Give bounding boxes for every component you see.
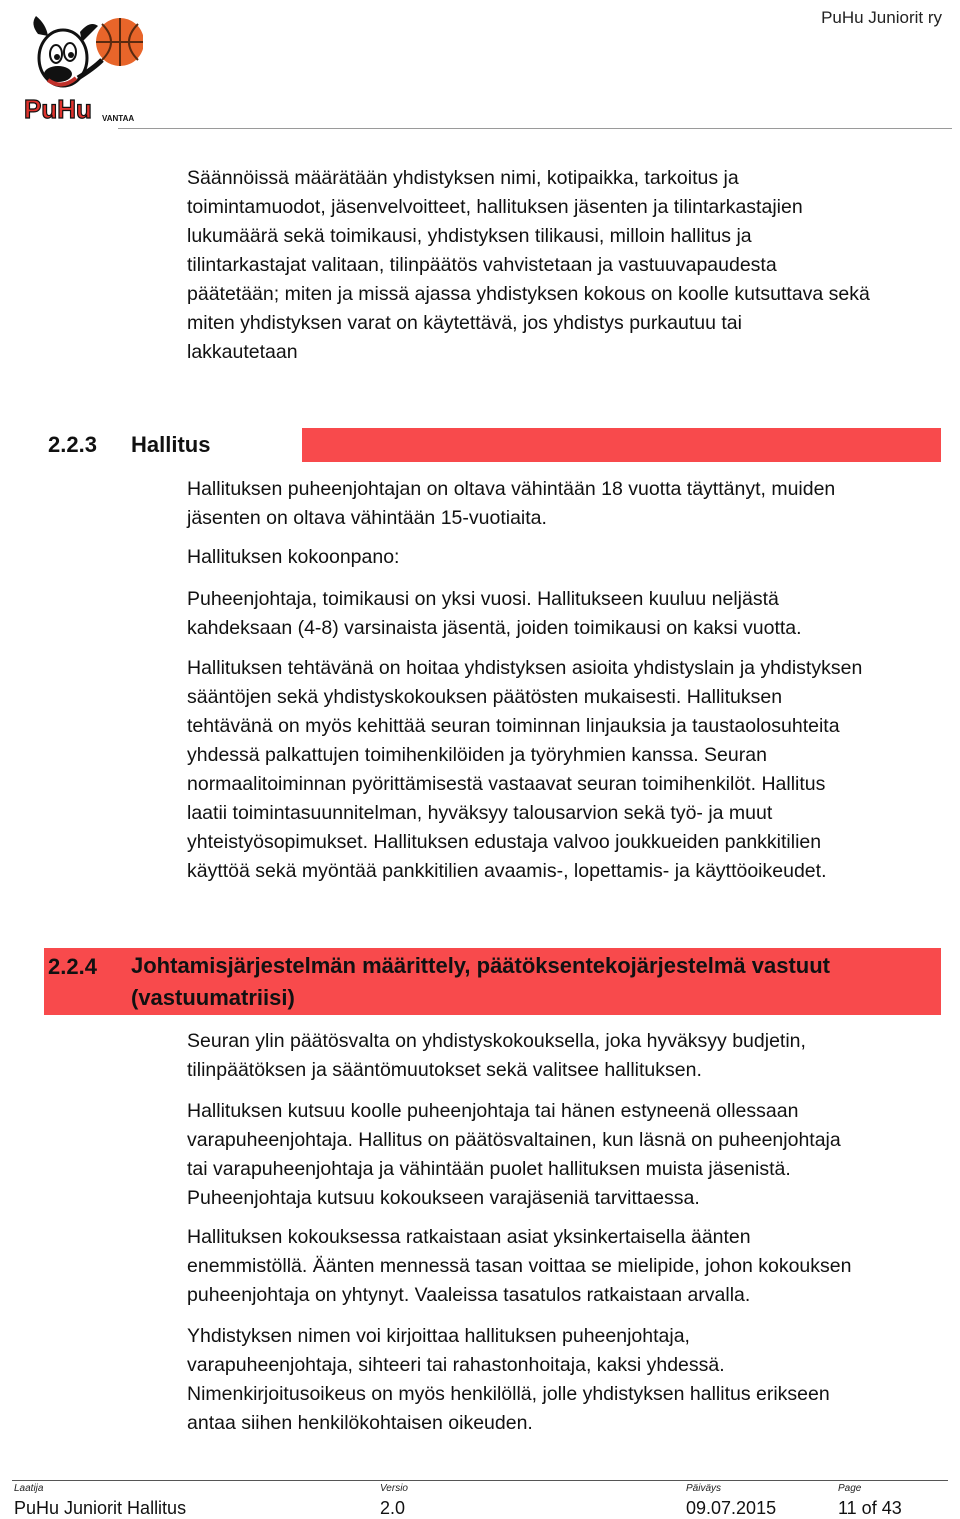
paragraph bbox=[187, 1027, 947, 1085]
text-line: Seuran ylin päätösvalta on yhdistyskokouksella, joka hyväksyy budjetin, bbox=[187, 1030, 806, 1052]
text-line: Hallituksen tehtävänä on hoitaa yhdistyksen asioita yhdistyslain ja yhdistyksen bbox=[187, 657, 863, 679]
text-line: toimintamuodot, jäsenvelvoitteet, hallituksen jäsenten ja tilintarkastajien bbox=[187, 196, 803, 218]
paragraph bbox=[187, 585, 947, 643]
paragraph bbox=[187, 1322, 947, 1438]
footer-author-label: Laatija bbox=[14, 1483, 44, 1494]
text-line: Säännöissä määrätään yhdistyksen nimi, kotipaikka, tarkoitus ja bbox=[187, 167, 739, 189]
footer-page-label: Page bbox=[838, 1483, 862, 1494]
text-line: Nimenkirjoitusoikeus on myös henkilöllä, jolle yhdistyksen hallitus erikseen bbox=[187, 1383, 830, 1405]
section-title: Hallitus bbox=[131, 432, 211, 457]
header-divider bbox=[118, 128, 952, 129]
footer-version-label: Versio bbox=[380, 1483, 408, 1494]
section-number: 2.2.3 bbox=[48, 432, 97, 457]
paragraph bbox=[187, 1223, 947, 1310]
text-line: Hallituksen puheenjohtajan on oltava vähintään 18 vuotta täyttänyt, muiden bbox=[187, 478, 836, 500]
text-line: Puheenjohtaja, toimikausi on yksi vuosi. Hallitukseen kuuluu neljästä bbox=[187, 588, 779, 610]
footer-divider bbox=[12, 1480, 948, 1481]
section-title bbox=[131, 950, 931, 1014]
paragraph bbox=[187, 543, 947, 572]
text-line: antaa siihen henkilökohtaisen oikeuden. bbox=[187, 1412, 533, 1434]
text-line: sääntöjen sekä yhdistyskokouksen päätösten mukaisesti. Hallituksen bbox=[187, 686, 783, 708]
footer-page-number: 11 of 43 bbox=[838, 1498, 902, 1518]
puhu-logo bbox=[18, 6, 143, 126]
paragraph bbox=[187, 475, 947, 533]
text-line: Hallituksen kutsuu koolle puheenjohtaja tai hänen estyneenä ollessaan bbox=[187, 1100, 799, 1122]
text-line: lakkautetaan bbox=[187, 341, 298, 363]
footer-version: 2.0 bbox=[380, 1498, 406, 1518]
text-line: yhdessä palkattujen toimihenkilöiden ja työryhmien kanssa. Seuran bbox=[187, 744, 767, 766]
text-line: tai varapuheenjohtaja ja vähintään puolet hallituksen muista jäsenistä. bbox=[187, 1158, 791, 1180]
paragraph bbox=[187, 654, 947, 886]
text-line: laatii toimintasuunnitelman, hyväksyy talousarvion sekä työ- ja muut bbox=[187, 802, 773, 824]
text-line: jäsenten on oltava vähintään 15-vuotiaita. bbox=[187, 507, 547, 529]
text-line: tilinpäätöksen ja sääntömuutokset sekä valitsee hallituksen. bbox=[187, 1059, 702, 1081]
svg-text:VANTAA: VANTAA bbox=[102, 114, 135, 123]
section-number: 2.2.4 bbox=[48, 954, 97, 979]
text-line: varapuheenjohtaja, sihteeri tai rahastonhoitaja, kaksi yhdessä. bbox=[187, 1354, 725, 1376]
intro-paragraph bbox=[187, 164, 947, 367]
text-line: päätetään; miten ja missä ajassa yhdistyksen kokous on koolle kutsuttava sekä bbox=[187, 283, 870, 305]
text-line: käyttöä sekä myöntää pankkitilien avaamis-, lopettamis- ja käyttöoikeudet. bbox=[187, 860, 827, 882]
text-line: varapuheenjohtaja. Hallitus on päätösvaltainen, kun läsnä on puheenjohtaja bbox=[187, 1129, 841, 1151]
text-line: normaalitoiminnan pyörittämisestä vastaavat seuran toimihenkilöt. Hallitus bbox=[187, 773, 826, 795]
svg-text:PuHu: PuHu bbox=[24, 94, 92, 124]
section-heading-johtamisjarjestelma bbox=[44, 948, 941, 1015]
text-line: yhteistyösopimukset. Hallituksen edustaja valvoo joukkueiden pankkitilien bbox=[187, 831, 822, 853]
text-line: tehtävänä on myös kehittää seuran toiminnan linjauksia ja taustaolosuhteita bbox=[187, 715, 840, 737]
text-line: enemmistöllä. Äänten mennessä tasan voittaa se mielipide, johon kokouksen bbox=[187, 1255, 852, 1277]
section-title-line: Johtamisjärjestelmän määrittely, päätöksentekojärjestelmä vastuut bbox=[131, 953, 830, 978]
text-line: Yhdistyksen nimen voi kirjoittaa hallituksen puheenjohtaja, bbox=[187, 1325, 690, 1347]
paragraph bbox=[187, 1097, 947, 1213]
text-line: lukumäärä sekä toimikausi, yhdistyksen tilikausi, milloin hallitus ja bbox=[187, 225, 752, 247]
text-line: Puheenjohtaja kutsuu kokoukseen varajäseniä tarvittaessa. bbox=[187, 1187, 700, 1209]
text-line: Hallituksen kokouksessa ratkaistaan asiat yksinkertaisella äänten bbox=[187, 1226, 751, 1248]
footer-date: 09.07.2015 bbox=[686, 1498, 777, 1518]
puhu-logo-graphic bbox=[18, 6, 143, 126]
section-title-line: (vastuumatriisi) bbox=[131, 985, 295, 1010]
footer-author: PuHu Juniorit Hallitus bbox=[14, 1498, 187, 1518]
header-organization: PuHu Juniorit ry bbox=[821, 8, 942, 27]
text-line: puheenjohtaja on yhtynyt. Vaaleissa tasatulos ratkaistaan arvalla. bbox=[187, 1284, 751, 1306]
text-line: kahdeksaan (4-8) varsinaista jäsentä, joiden toimikausi on kaksi vuotta. bbox=[187, 617, 802, 639]
footer-date-label: Päiväys bbox=[686, 1483, 722, 1494]
text-line: tilintarkastajat valitaan, tilinpäätös vahvistetaan ja vastuuvapaudesta bbox=[187, 254, 777, 276]
text-line: Hallituksen kokoonpano: bbox=[187, 546, 400, 568]
text-line: miten yhdistyksen varat on käytettävä, jos yhdistys purkautuu tai bbox=[187, 312, 742, 334]
section-heading-hallitus bbox=[44, 428, 941, 462]
